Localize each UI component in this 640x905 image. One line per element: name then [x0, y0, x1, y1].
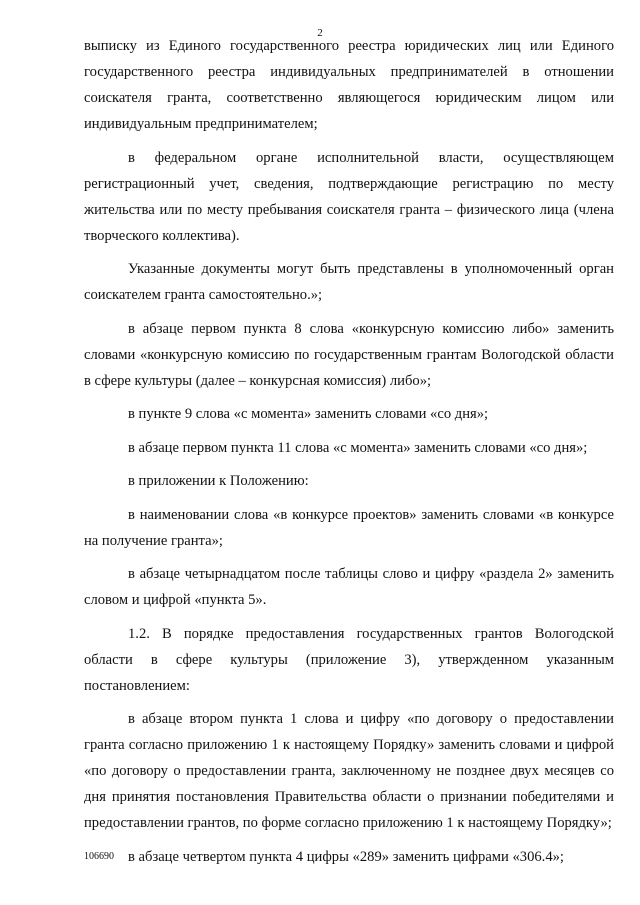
paragraph-item-11: в абзаце первом пункта 11 слова «с момента» заменить словами «со дня»; — [128, 439, 588, 456]
document-code: 106690 — [84, 851, 114, 862]
paragraph-item-4: в абзаце четвертом пункта 4 цифры «289» заменить цифрами «306.4»; — [128, 848, 564, 865]
paragraph-extract-registry: выписку из Единого государственного реестра юридических лиц или Единого государственного реестра индивидуальных предпринимателей в отношении соискателя гранта, соответственно являющегося юридическим лицом или индивидуальным предпринимателем; — [84, 38, 614, 132]
paragraph-section-1-2: 1.2. В порядке предоставления государственных грантов Вологодской области в сфере культуры (приложение 3), утвержденном указанным постановлением: — [84, 625, 614, 694]
paragraph-item-1: в абзаце втором пункта 1 слова и цифру «по договору о предоставлении гранта согласно приложению 1 к настоящему Порядку» заменить словами и цифрой «по договору о предоставлении гранта, заключенному не позднее двух месяцев со дня принятия постановления Правительства области о признании победителями и предоставлении грантов, по форме согласно приложению 1 к настоящему Порядку»; — [84, 711, 614, 831]
paragraph-documents-submitted: Указанные документы могут быть представлены в уполномоченный орган соискателем гранта самостоятельно.»; — [84, 261, 614, 303]
document-body — [84, 33, 614, 877]
paragraph-federal-body: в федеральном органе исполнительной власти, осуществляющем регистрационный учет, сведения, подтверждающие регистрацию по месту жительства или по месту пребывания соискателя гранта – физического лица (члена творческого коллектива). — [84, 149, 614, 244]
paragraph-item-9: в пункте 9 слова «с момента» заменить словами «со дня»; — [128, 406, 489, 422]
paragraph-fourteenth: в абзаце четырнадцатом после таблицы слово и цифру «раздела 2» заменить словом и цифрой «пункта 5». — [84, 566, 614, 608]
paragraph-title-change: в наименовании слова «в конкурсе проектов» заменить словами «в конкурсе на получение гранта»; — [84, 506, 614, 549]
paragraph-appendix: в приложении к Положению: — [128, 473, 309, 489]
page-number: 2 — [317, 27, 323, 39]
paragraph-item-8: в абзаце первом пункта 8 слова «конкурсную комиссию либо» заменить словами «конкурсную комиссию по государственным грантам Вологодской области в сфере культуры (далее – конкурсная комиссия) либо»; — [84, 320, 614, 389]
